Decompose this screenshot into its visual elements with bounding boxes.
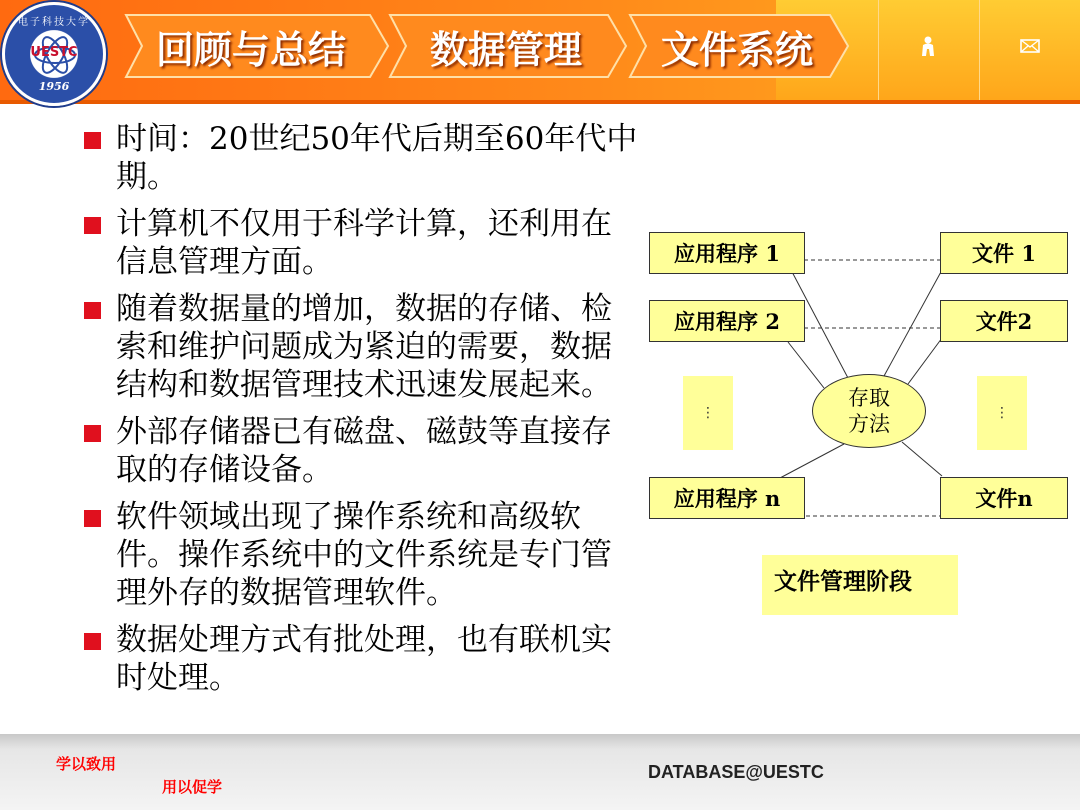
person-icon[interactable] xyxy=(914,32,942,60)
tab-label: 数据管理 xyxy=(429,27,582,72)
file-to-hub-link xyxy=(902,442,942,476)
footer-brand: DATABASE@UESTC xyxy=(648,762,824,782)
ellipsis-glyph: ⋮ xyxy=(701,404,715,421)
app-to-hub-link xyxy=(788,342,824,388)
tab-data-management[interactable] xyxy=(384,14,628,78)
app-to-hub-link xyxy=(780,444,844,478)
file-box: 文件2 xyxy=(940,300,1068,342)
header-divider xyxy=(979,0,980,100)
tab-review-summary[interactable] xyxy=(112,14,390,78)
ellipsis-glyph: ⋮ xyxy=(995,404,1009,421)
hub-label: 存取方法 xyxy=(848,386,890,436)
access-method-hub xyxy=(812,374,926,448)
bullet-square-icon xyxy=(84,510,101,527)
bullet-item xyxy=(80,621,640,697)
logo-ring-text: 电子科技大学 xyxy=(18,17,90,28)
footer-motto: 用以促学 xyxy=(162,778,223,796)
bullet-item xyxy=(80,413,640,489)
logo-year: 1956 xyxy=(38,80,70,93)
tab-label: 回顾与总结 xyxy=(155,27,346,72)
bullet-square-icon xyxy=(84,302,101,319)
tab-file-system[interactable] xyxy=(624,14,850,78)
apps-ellipsis xyxy=(683,376,733,450)
bullet-text: 数据处理方式有批处理，也有联机实时处理。 xyxy=(116,622,612,696)
bullet-square-icon xyxy=(84,633,101,650)
files-ellipsis xyxy=(977,376,1027,450)
app-box: 应用程序 1 xyxy=(649,232,805,274)
footer-bar xyxy=(0,734,1080,810)
stage-label-text: 文件管理阶段 xyxy=(774,569,912,595)
mail-icon-glyph xyxy=(1020,39,1040,53)
bullet-square-icon xyxy=(84,217,101,234)
bullet-text: 随着数据量的增加，数据的存储、检索和维护问题成为紧迫的需要，数据结构和数据管理技术迅速发展起来。 xyxy=(116,291,612,403)
file-box: 文件 1 xyxy=(940,232,1068,274)
app-box: 应用程序 2 xyxy=(649,300,805,342)
stage-label xyxy=(762,555,958,615)
bullet-text: 计算机不仅用于科学计算，还利用在信息管理方面。 xyxy=(116,206,612,280)
bullet-item xyxy=(80,290,640,404)
bullet-text: 时间：20世纪50年代后期至60年代中期。 xyxy=(116,121,638,195)
logo-wordmark: UESTC xyxy=(30,45,78,60)
bullet-square-icon xyxy=(84,425,101,442)
file-to-hub-link xyxy=(908,338,942,384)
app-box: 应用程序 n xyxy=(649,477,805,519)
bullet-list xyxy=(80,120,640,706)
bullet-item xyxy=(80,205,640,281)
footer-motto: 学以致用 xyxy=(56,755,117,773)
bullet-text: 外部存储器已有磁盘、磁鼓等直接存取的存储设备。 xyxy=(116,414,612,488)
mail-icon[interactable] xyxy=(1016,32,1044,60)
university-logo xyxy=(2,2,106,106)
bullet-square-icon xyxy=(84,132,101,149)
bullet-item xyxy=(80,120,640,196)
tab-label: 文件系统 xyxy=(660,27,813,72)
file-system-diagram xyxy=(640,220,1080,640)
header-bar xyxy=(0,0,1080,104)
bullet-text: 软件领域出现了操作系统和高级软件。操作系统中的文件系统是专门管理外存的数据管理软件。 xyxy=(116,499,612,611)
header-divider xyxy=(878,0,879,100)
bullet-item xyxy=(80,498,640,612)
file-box: 文件n xyxy=(940,477,1068,519)
person-icon-glyph xyxy=(920,36,936,56)
file-to-hub-link xyxy=(884,270,942,376)
